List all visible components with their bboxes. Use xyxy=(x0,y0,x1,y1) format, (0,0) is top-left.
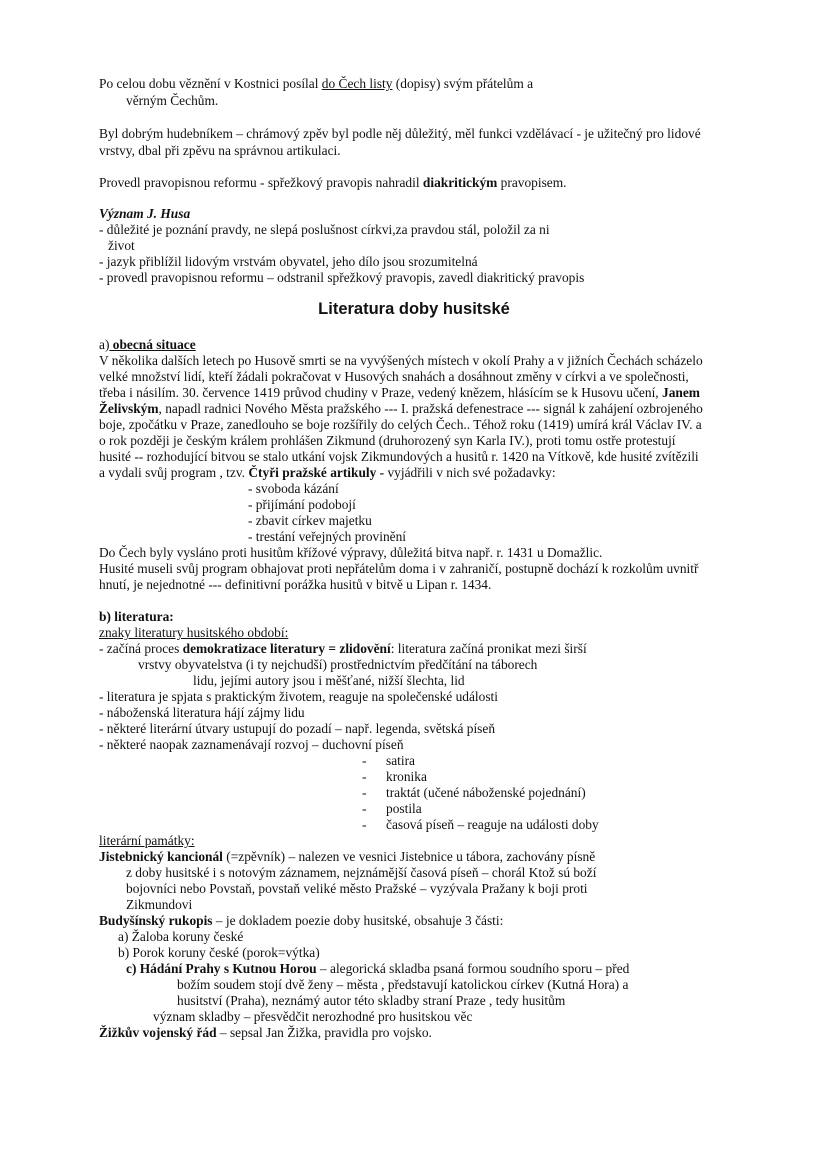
section-a-text: husité -- rozhodující bitvou se stalo utkání vojsk Zikmundových a husitů r. 1420 na Vítkově, kde husité zvítězili xyxy=(99,449,699,464)
section-a-text: velké množství lidí, kteří žádali pokračovat v Husových snahách a dosáhnout změny v církvi a ve společnosti, xyxy=(99,369,689,384)
significance-item: - provedl pravopisnou reformu – odstranil spřežkový pravopis, zavedl diakritický pravopis xyxy=(99,270,585,285)
monument-part: c) Hádání Prahy s Kutnou Horou – alegorická skladba psaná formou soudního sporu – před xyxy=(126,961,630,976)
section-a-text: hnutí, je nejednotné --- definitivní porážka husitů v bitvě u Lipan r. 1434. xyxy=(99,577,492,592)
significance-item: - důležité je poznání pravdy, ne slepá poslušnost církvi,za pravdou stál, položil za ni xyxy=(99,222,550,237)
intro-paragraph: vrstvy, dbal při zpěvu na správnou artikulaci. xyxy=(99,143,341,158)
section-a-label: a) obecná situace xyxy=(99,337,196,352)
article-item: - zbavit církev majetku xyxy=(248,513,372,528)
intro-paragraph: Byl dobrým hudebníkem – chrámový zpěv byl podle něj důležitý, měl funkci vzdělávací - je užitečný pro lidové xyxy=(99,126,701,141)
article-item: - přijímání podobojí xyxy=(248,497,356,512)
section-heading: Literatura doby husitské xyxy=(318,300,510,318)
feature-item: - začíná proces demokratizace literatury = zlidovění: literatura začíná pronikat mezi širší xyxy=(99,641,587,656)
monuments-subheading: literární památky: xyxy=(99,833,195,848)
section-a-text: třeba i násilím. 30. července 1419 průvod chudiny v Praze, vedený knězem, hlásícím se k Husovu učení, Janem xyxy=(99,385,700,400)
features-subheading: znaky literatury husitského období: xyxy=(99,625,289,640)
section-a-text: boje, zpočátku v Praze, zanedlouho se boje rozšířily do celých Čech.. Téhož roku (1419) umírá král Václav IV. a xyxy=(99,417,702,432)
form-item: - kronika xyxy=(362,769,427,784)
form-item: - traktát (učené náboženské pojednání) xyxy=(362,785,586,800)
feature-item: lidu, jejími autory jsou i měšťané, nižší šlechta, lid xyxy=(193,673,465,688)
section-a-text: Želivským, napadl radnici Nového Města pražského --- I. pražská defenestrace --- signál k zahájení ozbrojeného xyxy=(99,401,703,416)
section-a-text: Do Čech byly vysláno proti husitům křížové výpravy, důležitá bitva např. r. 1431 u Domažlic. xyxy=(99,545,603,560)
section-a-text: a vydali svůj program , tzv. Čtyři pražské artikuly - vyjádřili v nich své požadavky: xyxy=(99,465,556,480)
letters-link-text: do Čech listy xyxy=(321,76,393,91)
article-item: - svoboda kázání xyxy=(248,481,339,496)
section-b-label: b) literatura: xyxy=(99,609,174,624)
article-item: - trestání veřejných provinění xyxy=(248,529,407,544)
monument-part: b) Porok koruny české (porok=výtka) xyxy=(118,945,320,960)
monument-entry: Jistebnický kancionál (=zpěvník) – nalezen ve vesnici Jistebnice u tábora, zachovány písně xyxy=(99,849,596,864)
monument-entry: Budyšínský rukopis – je dokladem poezie doby husitské, obsahuje 3 části: xyxy=(99,913,504,928)
section-a-text: o rok později je českým králem prohlášen Zikmund (druhorozený syn Karla IV.), proti tomu ostře protestují xyxy=(99,433,676,448)
monument-part: význam skladby – přesvědčit nerozhodné pro husitskou věc xyxy=(153,1009,473,1024)
significance-item: život xyxy=(108,238,135,253)
intro-line: Po celou dobu věznění v Kostnici posílal do Čech listy (dopisy) svým přátelům a xyxy=(99,76,534,91)
feature-item: - některé naopak zaznamenávají rozvoj – duchovní píseň xyxy=(99,737,404,752)
form-item: - postila xyxy=(362,801,422,816)
monument-entry: Zikmundovi xyxy=(126,897,193,912)
section-a-text: Husité museli svůj program obhajovat proti nepřátelům doma i v zahraničí, postupně dochází k rozkolům uvnitř xyxy=(99,561,699,576)
monument-entry: bojovníci nebo Povstaň, povstaň veliké město Pražské – vyzývala Pražany k boji proti xyxy=(126,881,588,896)
intro-paragraph: Provedl pravopisnou reformu - spřežkový pravopis nahradil diakritickým pravopisem. xyxy=(99,175,567,190)
intro-line: věrným Čechům. xyxy=(126,93,219,108)
feature-item: - literatura je spjata s praktickým životem, reaguje na společenské události xyxy=(99,689,498,704)
form-item: - satira xyxy=(362,753,415,768)
significance-item: - jazyk přiblížil lidovým vrstvám obyvatel, jeho dílo jsou srozumitelná xyxy=(99,254,478,269)
significance-title: Význam J. Husa xyxy=(99,206,191,221)
monument-part: a) Žaloba koruny české xyxy=(118,929,244,944)
section-a-text: V několika dalších letech po Husově smrti se na vyvýšených místech v okolí Prahy a v jižních Čechách scházelo xyxy=(99,353,703,368)
monument-part: božím soudem stojí dvě ženy – města , představují katolickou církev (Kutná Hora) a xyxy=(177,977,629,992)
feature-item: - některé literární útvary ustupují do pozadí – např. legenda, světská píseň xyxy=(99,721,496,736)
feature-item: vrstvy obyvatelstva (i ty nejchudší) prostřednictvím předčítání na táborech xyxy=(138,657,538,672)
monument-entry: Žižkův vojenský řád – sepsal Jan Žižka, pravidla pro vojsko. xyxy=(99,1025,432,1040)
monument-entry: z doby husitské i s notovým záznamem, nejznámější časová píseň – chorál Ktož sú boží xyxy=(126,865,597,880)
form-item: - časová píseň – reaguje na události doby xyxy=(362,817,599,832)
monument-part: husitství (Praha), neznámý autor této skladby straní Praze , tedy husitům xyxy=(177,993,566,1008)
feature-item: - náboženská literatura hájí zájmy lidu xyxy=(99,705,305,720)
